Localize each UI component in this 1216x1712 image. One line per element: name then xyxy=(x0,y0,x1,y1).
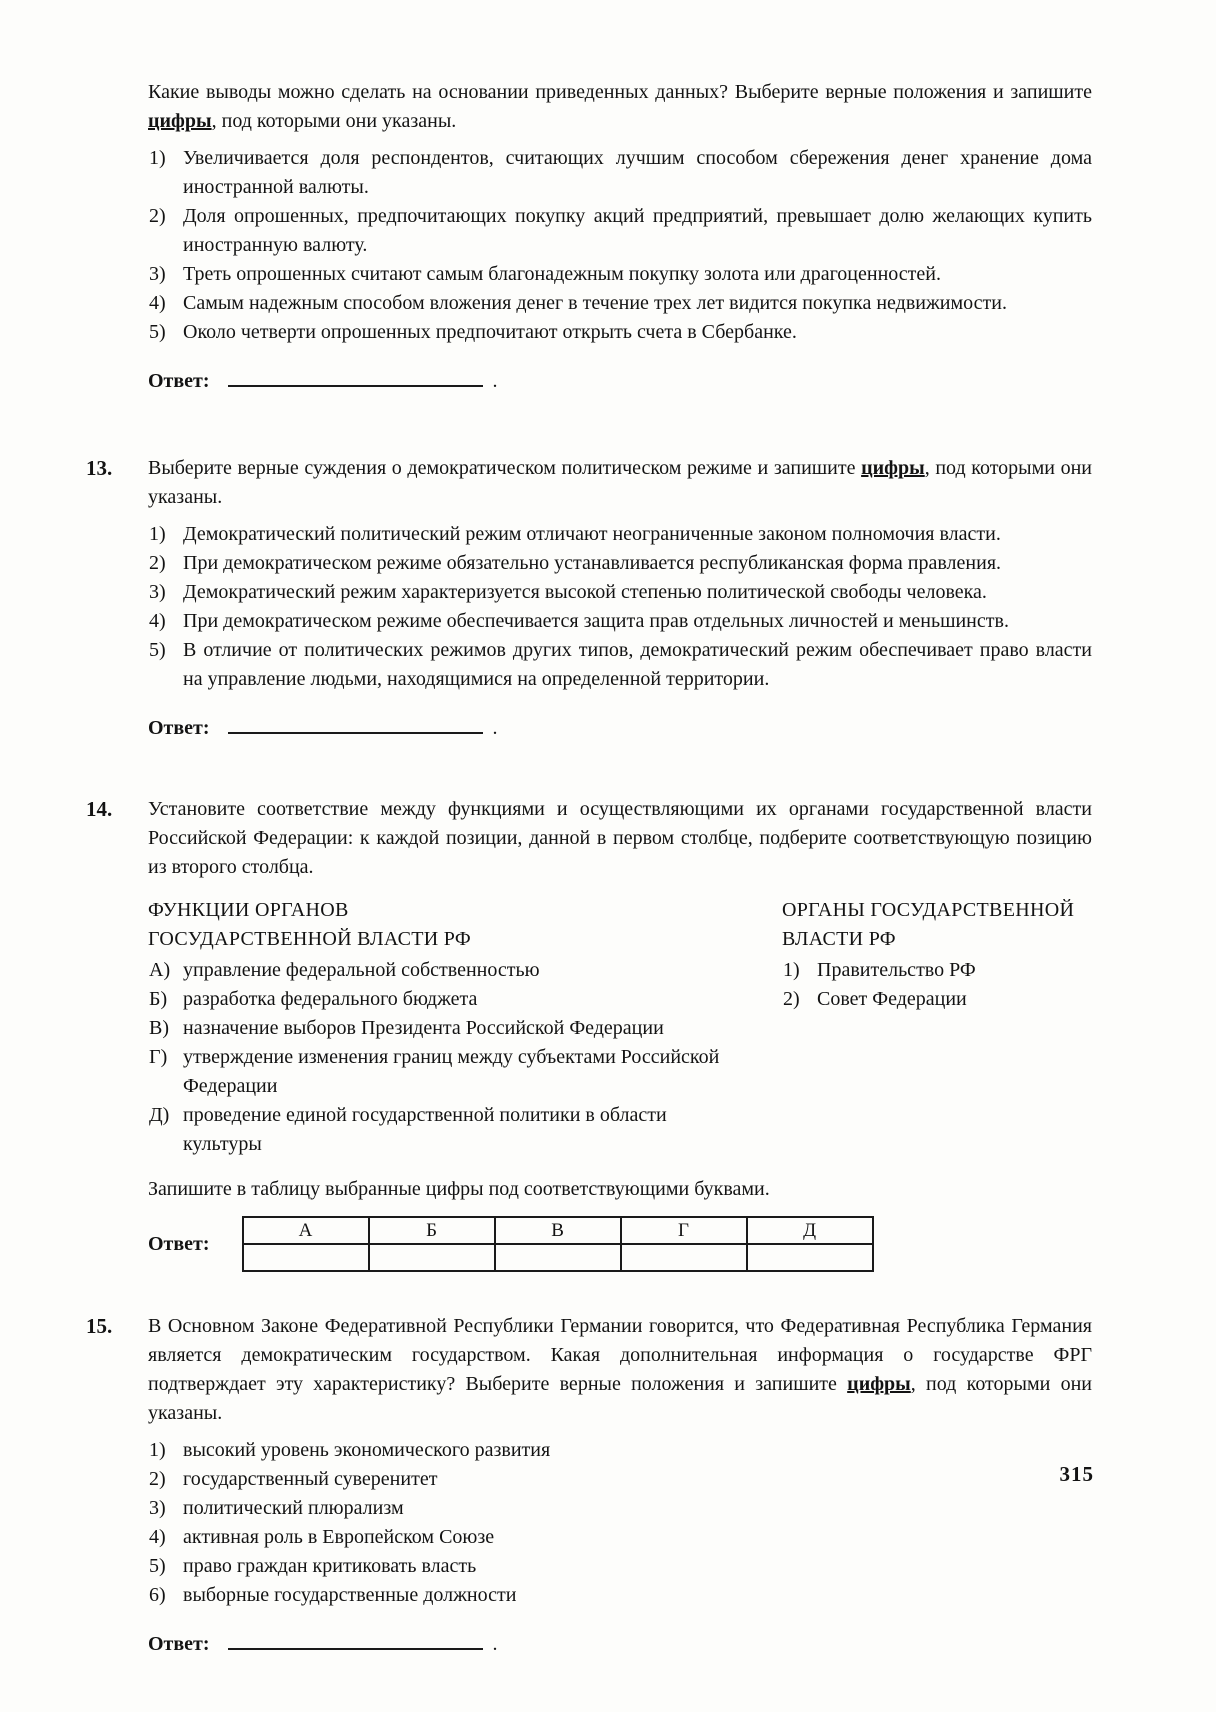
item-text: право граждан критиковать власть xyxy=(183,1555,477,1577)
header-line: ГОСУДАРСТВЕННОЙ ВЛАСТИ РФ xyxy=(148,928,471,950)
item-text: государственный суверенитет xyxy=(183,1468,438,1490)
answer-label: Ответ: xyxy=(148,1232,210,1255)
item-text: политический плюрализм xyxy=(183,1497,404,1519)
item-text: При демократическом режиме обязательно устанавливается республиканская форма правления. xyxy=(183,552,1002,574)
matching-right-column xyxy=(782,896,1092,1159)
list-item xyxy=(148,985,738,1014)
list-item xyxy=(148,520,1092,549)
organ-list xyxy=(782,956,1092,1014)
item-text: назначение выборов Президента Российской Федерации xyxy=(183,1017,664,1039)
list-item xyxy=(782,985,1092,1014)
left-column-header xyxy=(148,896,738,954)
item-text: разработка федерального бюджета xyxy=(183,988,478,1010)
item-letter: Г) xyxy=(149,1046,168,1068)
list-item xyxy=(148,1014,738,1043)
question-15 xyxy=(86,1312,1092,1659)
table-instruction: Запишите в таблицу выбранные цифры под соответствующими буквами. xyxy=(148,1178,770,1200)
answer-cell[interactable] xyxy=(621,1244,747,1271)
item-text: При демократическом режиме обеспечивается защита прав отдельных личностей и меньшинств. xyxy=(183,610,1009,632)
answer-row xyxy=(148,367,1092,396)
table-header-cell: А xyxy=(243,1217,369,1244)
table-answer-row xyxy=(243,1244,873,1271)
item-text: проведение единой государственной политики в области культуры xyxy=(183,1104,667,1155)
item-number: 1) xyxy=(783,959,800,981)
page-content xyxy=(86,78,1092,1659)
prompt-emphasis: цифры xyxy=(861,457,925,479)
item-number: 3) xyxy=(149,263,166,285)
question-prompt xyxy=(148,454,1092,512)
question-14 xyxy=(86,795,1092,1272)
list-item xyxy=(148,318,1092,347)
list-item xyxy=(148,578,1092,607)
function-list xyxy=(148,956,738,1159)
item-number: 5) xyxy=(149,1555,166,1577)
answer-cell[interactable] xyxy=(495,1244,621,1271)
prompt-text: В Основном Законе Федеративной Республики Германии говорится, что Федеративная Республика Германия является демократическим государством. Какая дополнительная информация о государстве ФРГ подтверждает эту характеристику? Выберите верные положения и запишите xyxy=(148,1315,1092,1395)
prompt-text: , под которыми они указаны. xyxy=(211,110,457,132)
item-number: 3) xyxy=(149,1497,166,1519)
option-list xyxy=(148,1436,1092,1610)
matching-columns xyxy=(148,896,1092,1159)
item-text: Около четверти опрошенных предпочитают открыть счета в Сбербанке. xyxy=(183,321,797,343)
item-number: 1) xyxy=(149,147,166,169)
item-text: управление федеральной собственностью xyxy=(183,959,540,981)
table-header-row xyxy=(243,1217,873,1244)
item-number: 5) xyxy=(149,639,166,661)
item-text: активная роль в Европейском Союзе xyxy=(183,1526,495,1548)
item-text: Доля опрошенных, предпочитающих покупку акций предприятий, превышает долю желающих купить иностранную валюту. xyxy=(183,205,1092,256)
item-text: Совет Федерации xyxy=(817,988,967,1010)
item-text: В отличие от политических режимов других типов, демократический режим обеспечивает право власти на управление людьми, находящимися на определенной территории. xyxy=(183,639,1092,690)
item-number: 5) xyxy=(149,321,166,343)
table-header-cell: Г xyxy=(621,1217,747,1244)
question-12-continuation xyxy=(148,78,1092,396)
item-number: 6) xyxy=(149,1584,166,1606)
list-item xyxy=(148,956,738,985)
list-item xyxy=(148,144,1092,202)
item-text: Демократический политический режим отличают неограниченные законом полномочия власти. xyxy=(183,523,1001,545)
list-item xyxy=(148,1581,1092,1610)
prompt-emphasis: цифры xyxy=(148,110,212,132)
list-item xyxy=(148,1552,1092,1581)
table-header-cell: Д xyxy=(747,1217,873,1244)
list-item xyxy=(148,1465,1092,1494)
item-number: 4) xyxy=(149,1526,166,1548)
answer-period: . xyxy=(492,370,498,392)
item-number: 1) xyxy=(149,523,166,545)
list-item xyxy=(148,636,1092,694)
answer-cell[interactable] xyxy=(747,1244,873,1271)
table-header-cell: В xyxy=(495,1217,621,1244)
question-prompt: Установите соответствие между функциями и осуществляющими их органами государственной власти Российской Федерации: к каждой позиции, данной в первом столбце, подберите соответствующую позицию из второго столбца. xyxy=(148,798,1092,878)
list-item xyxy=(148,1436,1092,1465)
option-list xyxy=(148,144,1092,347)
question-number: 13. xyxy=(86,456,113,480)
question-number: 15. xyxy=(86,1314,113,1338)
item-number: 2) xyxy=(149,1468,166,1490)
item-text: выборные государственные должности xyxy=(183,1584,517,1606)
answer-label: Ответ: xyxy=(148,717,210,739)
item-text: утверждение изменения границ между субъектами Российской Федерации xyxy=(183,1046,720,1097)
answer-row xyxy=(148,714,1092,743)
list-item xyxy=(148,1523,1092,1552)
question-prompt xyxy=(148,1312,1092,1428)
right-column-header xyxy=(782,896,1092,954)
list-item xyxy=(148,549,1092,578)
answer-period: . xyxy=(492,717,498,739)
answer-blank[interactable] xyxy=(228,719,483,734)
prompt-text: , под которыми они указаны. xyxy=(148,1373,1092,1424)
item-number: 4) xyxy=(149,610,166,632)
list-item xyxy=(148,607,1092,636)
header-line: ФУНКЦИИ ОРГАНОВ xyxy=(148,899,349,921)
list-item xyxy=(148,289,1092,318)
list-item xyxy=(148,202,1092,260)
list-item xyxy=(782,956,1092,985)
answer-cell[interactable] xyxy=(243,1244,369,1271)
table-header-cell: Б xyxy=(369,1217,495,1244)
list-item xyxy=(148,260,1092,289)
item-number: 4) xyxy=(149,292,166,314)
answer-cell[interactable] xyxy=(369,1244,495,1271)
list-item xyxy=(148,1043,738,1101)
item-number: 2) xyxy=(149,205,166,227)
question-13 xyxy=(86,454,1092,743)
prompt-text: Какие выводы можно сделать на основании приведенных данных? Выберите верные положения и запишите xyxy=(148,81,1092,103)
question-number: 14. xyxy=(86,797,113,821)
header-line: ОРГАНЫ ГОСУДАРСТВЕННОЙ xyxy=(782,899,1075,921)
answer-blank[interactable] xyxy=(228,372,483,387)
item-text: Демократический режим характеризуется высокой степенью политической свободы человека. xyxy=(183,581,987,603)
item-number: 2) xyxy=(783,988,800,1010)
prompt-emphasis: цифры xyxy=(847,1373,911,1395)
item-letter: В) xyxy=(149,1017,169,1039)
list-item xyxy=(148,1101,738,1159)
item-letter: Д) xyxy=(149,1104,170,1126)
answer-table xyxy=(242,1216,874,1272)
answer-label: Ответ: xyxy=(148,370,210,392)
item-number: 2) xyxy=(149,552,166,574)
item-number: 3) xyxy=(149,581,166,603)
item-text: Самым надежным способом вложения денег в течение трех лет видится покупка недвижимости. xyxy=(183,292,1007,314)
answer-row xyxy=(148,1630,1092,1659)
list-item xyxy=(148,1494,1092,1523)
item-text: Треть опрошенных считают самым благонадежным покупку золота или драгоценностей. xyxy=(183,263,941,285)
item-letter: Б) xyxy=(149,988,168,1010)
item-number: 1) xyxy=(149,1439,166,1461)
item-text: Правительство РФ xyxy=(817,959,976,981)
prompt-text: , под которыми они указаны. xyxy=(148,457,1092,508)
answer-label: Ответ: xyxy=(148,1633,210,1655)
prompt-text: Выберите верные суждения о демократическом политическом режиме и запишите xyxy=(148,457,862,479)
item-text: Увеличивается доля респондентов, считающих лучшим способом сбережения денег хранение дома иностранной валюты. xyxy=(183,147,1092,198)
answer-period: . xyxy=(492,1633,498,1655)
answer-table-row xyxy=(148,1216,1092,1272)
item-text: высокий уровень экономического развития xyxy=(183,1439,551,1461)
option-list xyxy=(148,520,1092,694)
item-letter: А) xyxy=(149,959,171,981)
question-prompt xyxy=(148,78,1092,136)
answer-blank[interactable] xyxy=(228,1635,483,1650)
page-number: 315 xyxy=(1059,1462,1094,1486)
matching-left-column xyxy=(148,896,738,1159)
header-line: ВЛАСТИ РФ xyxy=(782,928,896,950)
